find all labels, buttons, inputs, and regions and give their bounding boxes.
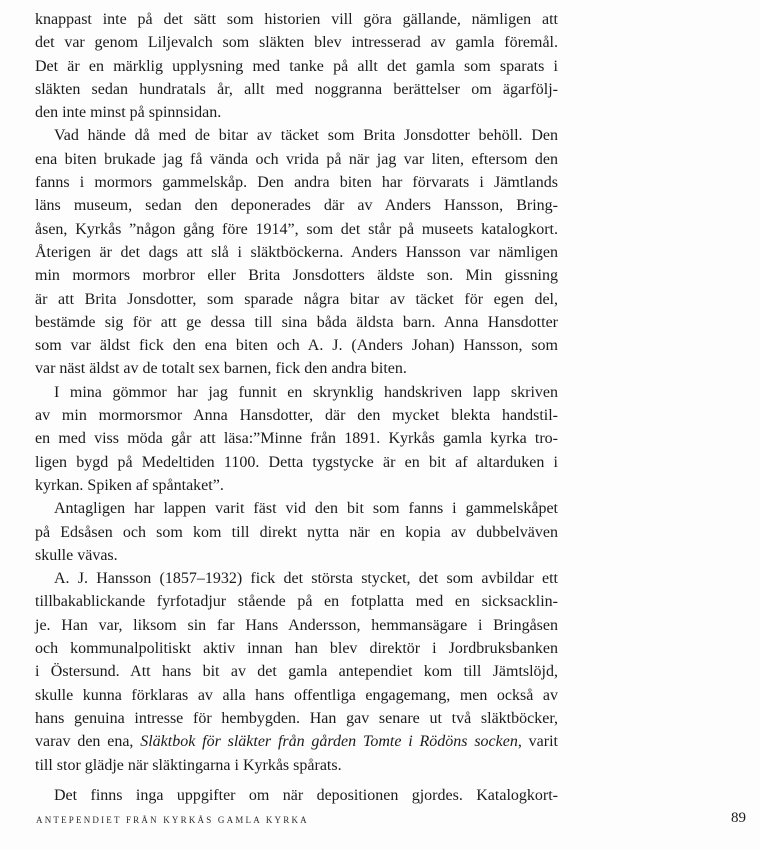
text-segment: knappast inte på det sätt som historien vill göra gällande, nämligen att [35, 11, 558, 28]
text-line [35, 754, 558, 777]
text-line [35, 194, 558, 217]
text-segment: kyrkan. Spiken af spåntaket”. [35, 476, 224, 494]
text-line [35, 730, 558, 753]
text-line [35, 614, 558, 637]
text-line [35, 288, 558, 311]
text-line [35, 567, 558, 590]
text-segment: , varit [517, 733, 558, 751]
text-segment: Återigen är det dags att slå i släktböckerna. Anders Hansson var nämligen [35, 243, 558, 261]
text-segment: I mina gömmor har jag funnit en skrynklig handskriven lapp skriven [54, 383, 558, 401]
text-segment: den inte minst på spinnsidan. [35, 104, 222, 122]
text-line [35, 544, 558, 567]
text-segment: ena biten brukade jag få vända och vrida på när jag var liten, eftersom den [35, 150, 558, 168]
running-title: ANTEPENDIET FRÅN KYRKÅS GAMLA KYRKA [36, 815, 309, 825]
text-segment: på Edsåsen och som kom till direkt nytta när en kopia av dubbelväven [35, 523, 558, 541]
text-segment: som var äldst fick den ena biten och A. J. (Anders Johan) Hansson, som [35, 337, 558, 355]
text-segment: hans genuina intresse för hembygden. Han gav senare ut två släktböcker, [35, 709, 558, 727]
text-line [35, 451, 558, 474]
text-segment: av min mormorsmor Anna Hansdotter, där den mycket blekta handstil- [35, 407, 558, 425]
text-segment: är att Brita Jonsdotter, som sparade några bitar av täcket för egen del, [35, 290, 558, 308]
text-line [35, 218, 558, 241]
text-line [35, 124, 558, 147]
text-line [35, 404, 558, 427]
text-segment: bestämde sig för att ge dessa till sina båda äldsta barn. Anna Hansdotter [35, 313, 558, 331]
text-line [35, 334, 558, 357]
paragraph [35, 381, 558, 497]
text-segment: skulle vävas. [35, 546, 118, 564]
text-segment: A. J. Hansson (1857–1932) fick det största stycket, det som avbildar ett [54, 570, 558, 588]
paragraph [35, 124, 558, 380]
text-segment: ligen bygd på Medeltiden 1100. Detta tygstycke är en bit af altarduken i [35, 453, 558, 471]
paragraph [35, 567, 558, 777]
book-title-italic: Släktbok för släkter från gården Tomte i Rödöns socken [140, 733, 518, 751]
text-line [35, 497, 558, 520]
text-segment: var näst äldst av de totalt sex barnen, fick den andra biten. [35, 360, 407, 378]
text-line [35, 171, 558, 194]
text-line [35, 241, 558, 264]
text-segment: Det finns inga uppgifter om när depositionen gjordes. Katalogkort- [54, 786, 558, 804]
text-segment: släkten sedan hundratals år, allt med noggranna berättelser om ägarfölj- [35, 80, 558, 98]
text-segment: i Östersund. Att hans bit av det gamla antependiet kom till Jämtslöjd, [35, 663, 558, 681]
text-line [35, 264, 558, 287]
text-line [35, 8, 558, 31]
text-line [35, 474, 558, 497]
text-segment: Det är en märklig upplysning med tanke på allt det gamla som sparats i [35, 57, 558, 75]
text-line [35, 357, 558, 380]
page-text [35, 8, 558, 807]
text-line [35, 707, 558, 730]
text-segment: en med viss möda går att läsa:”Minne från 1891. Kyrkås gamla kyrka tro- [35, 430, 558, 448]
paragraph [35, 497, 558, 567]
text-line [35, 637, 558, 660]
text-line [35, 311, 558, 334]
text-line [35, 31, 558, 54]
paragraph [35, 784, 558, 807]
text-segment: läns museum, sedan den deponerades där av Anders Hansson, Bring- [35, 197, 558, 215]
text-line [35, 148, 558, 171]
text-line [35, 381, 558, 404]
text-segment: min mormors morbror eller Brita Jonsdotters äldste son. Min gissning [35, 267, 558, 285]
text-segment: skulle kunna förklaras av alla hans offentliga engagemang, men också av [35, 686, 558, 704]
text-segment: det var genom Liljevalch som släkten blev intresserad av gamla föremål. [35, 34, 558, 52]
page-number: 89 [731, 810, 746, 826]
text-segment: fanns i mormors gammelskåp. Den andra biten har förvarats i Jämtlands [35, 174, 558, 192]
text-segment: till stor glädje när släktingarna i Kyrkås spårats. [35, 756, 342, 774]
text-line [35, 590, 558, 613]
text-segment: je. Han var, liksom sin far Hans Andersson, hemmansägare i Bringåsen [35, 616, 558, 634]
text-segment: åsen, Kyrkås ”någon gång före 1914”, som det står på museets katalogkort. [35, 220, 558, 238]
text-line [35, 660, 558, 683]
text-line [35, 784, 558, 807]
text-line [35, 78, 558, 101]
paragraph [35, 8, 558, 124]
text-line [35, 521, 558, 544]
text-segment: tillbakablickande fyrfotadjur stående på en fotplatta med en sicksacklin- [35, 593, 558, 611]
text-line [35, 427, 558, 450]
text-line [35, 101, 558, 124]
text-segment: varav den ena, [35, 733, 141, 751]
text-segment: Vad hände då med de bitar av täcket som Brita Jonsdotter behöll. Den [54, 127, 558, 145]
text-segment: Antagligen har lappen varit fäst vid den bit som fanns i gammelskåpet [54, 500, 558, 518]
text-line [35, 55, 558, 78]
text-segment: och kommunalpolitiskt aktiv innan han blev direktör i Jordbruksbanken [35, 640, 558, 658]
text-line [35, 684, 558, 707]
